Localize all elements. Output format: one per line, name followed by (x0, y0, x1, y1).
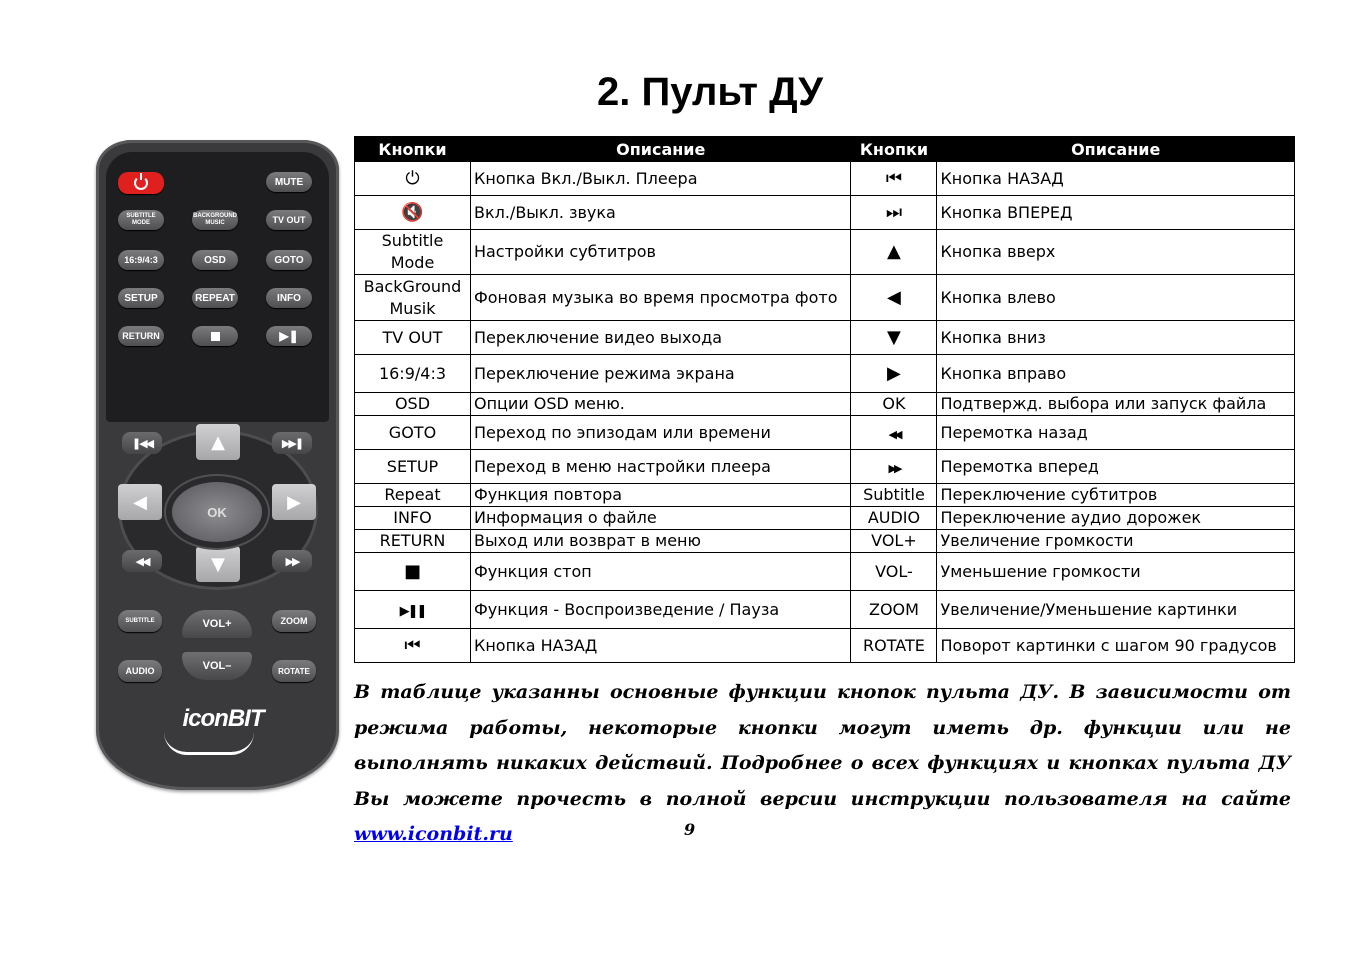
table-header-row (355, 137, 1295, 162)
stop-icon (211, 332, 220, 341)
goto-button: GOTO (266, 250, 312, 270)
header-keys: Кнопки (851, 137, 937, 162)
table-row (355, 416, 1295, 450)
table-cell: 16:9/4:3 (355, 355, 471, 393)
zoom-button: ZOOM (272, 610, 316, 632)
table-cell: Кнопка НАЗАД (937, 162, 1295, 196)
down-arrow-icon: ▼ (211, 553, 225, 575)
table-row (355, 321, 1295, 355)
ok-button: OK (172, 482, 262, 542)
header-description: Описание (470, 137, 851, 162)
table-row (355, 450, 1295, 484)
right-button (272, 484, 316, 520)
table-cell: Увеличение громкости (937, 530, 1295, 553)
left-arrow-icon: ◀ (133, 491, 147, 513)
table-row (355, 275, 1295, 321)
table-cell: SETUP (355, 450, 471, 484)
table-cell: Переключение режима экрана (470, 355, 851, 393)
right-arrow-icon: ▶ (851, 355, 937, 393)
rotate-button: ROTATE (272, 660, 316, 682)
table-row (355, 507, 1295, 530)
table-row (355, 230, 1295, 275)
table-cell: OK (851, 393, 937, 416)
table-cell: GOTO (355, 416, 471, 450)
play-pause-button (266, 326, 312, 346)
setup-button: SETUP (118, 288, 164, 308)
stop-icon: ■ (355, 553, 471, 591)
table-cell: Увеличение/Уменьшение картинки (937, 591, 1295, 629)
play-pause-icon: ▶❚ (279, 328, 299, 343)
table-row (355, 629, 1295, 663)
logo-swoosh (164, 732, 254, 755)
fast-forward-icon: ▶▶ (285, 554, 299, 568)
table-cell: Функция повтора (470, 484, 851, 507)
table-cell: Переключение видео выхода (470, 321, 851, 355)
up-arrow-icon: ▲ (851, 230, 937, 275)
play-pause-icon: ▶❚❚ (355, 591, 471, 629)
table-cell: Уменьшение громкости (937, 553, 1295, 591)
vol-up-button: VOL+ (182, 610, 252, 638)
fast-forward-button (272, 550, 312, 572)
table-cell: Переход в меню настройки плеера (470, 450, 851, 484)
repeat-button: REPEAT (192, 288, 238, 308)
right-arrow-icon: ▶ (287, 491, 301, 513)
table-cell: Кнопка НАЗАД (470, 629, 851, 663)
table-row (355, 196, 1295, 230)
table-cell: Кнопка вправо (937, 355, 1295, 393)
table-cell: Подтвержд. выбора или запуск файла (937, 393, 1295, 416)
buttons-table (354, 136, 1295, 663)
power-icon: ⏻ (355, 162, 471, 196)
table-cell: Вкл./Выкл. звука (470, 196, 851, 230)
brand-logo: iconBIT (182, 705, 264, 732)
up-arrow-icon: ▲ (211, 431, 225, 453)
table-row (355, 530, 1295, 553)
table-cell: Subtitle Mode (355, 230, 471, 275)
table-cell: Переход по эпизодам или времени (470, 416, 851, 450)
fast-forward-icon: ▶▶ (851, 450, 937, 484)
rewind-icon: ◀◀ (135, 554, 149, 568)
rewind-icon: ◀◀ (851, 416, 937, 450)
page-title: 2. Пульт ДУ (597, 70, 823, 114)
next-button (272, 432, 312, 454)
table-cell: RETURN (355, 530, 471, 553)
table-row (355, 591, 1295, 629)
left-button (118, 484, 162, 520)
table-cell: Перемотка вперед (937, 450, 1295, 484)
table-row (355, 162, 1295, 196)
table-cell: Repeat (355, 484, 471, 507)
mute-button: MUTE (266, 172, 312, 192)
remote-control-image (96, 140, 339, 790)
power-button (118, 172, 164, 194)
table-cell: ZOOM (851, 591, 937, 629)
website-link[interactable]: www.iconbit.ru (354, 823, 513, 845)
table-cell: Выход или возврат в меню (470, 530, 851, 553)
table-cell: Кнопка Вкл./Выкл. Плеера (470, 162, 851, 196)
aspect-button: 16:9/4:3 (118, 250, 164, 270)
header-description: Описание (937, 137, 1295, 162)
table-cell: Переключение аудио дорожек (937, 507, 1295, 530)
subtitle-mode-button: SUBTITLE MODE (118, 210, 164, 230)
vol-down-button: VOL– (182, 652, 252, 680)
table-cell: Кнопка вверх (937, 230, 1295, 275)
table-row (355, 355, 1295, 393)
table-cell: Subtitle (851, 484, 937, 507)
table-cell: Перемотка назад (937, 416, 1295, 450)
return-button: RETURN (118, 326, 164, 346)
prev-icon: ⏮ (851, 162, 937, 196)
table-row (355, 484, 1295, 507)
prev-icon: ⏮ (355, 629, 471, 663)
background-music-button: BACKGROUND MUSIC (192, 210, 238, 230)
page-number: 9 (684, 820, 696, 839)
info-note (354, 675, 1291, 853)
next-icon: ▶▶❚ (281, 436, 303, 450)
stop-button (192, 326, 238, 346)
table-cell: Функция стоп (470, 553, 851, 591)
table-cell: TV OUT (355, 321, 471, 355)
audio-button: AUDIO (118, 660, 162, 682)
table-cell: BackGround Musik (355, 275, 471, 321)
table-cell: Переключение субтитров (937, 484, 1295, 507)
table-cell: Информация о файле (470, 507, 851, 530)
table-cell: Кнопка ВПЕРЕД (937, 196, 1295, 230)
table-cell: Кнопка вниз (937, 321, 1295, 355)
table-cell: ROTATE (851, 629, 937, 663)
down-button (196, 546, 240, 582)
note-text: В таблице указанны основные функции кнопок пульта ДУ. В зависимости от режима работы, некоторые кнопки могут иметь др. функции или не выполнять никаких действий. Подробнее о всех функциях и кнопках пульта ДУ Вы можете прочесть в полной версии инструкции пользователя на сайте (354, 681, 1291, 810)
tv-out-button: TV OUT (266, 210, 312, 230)
subtitle-button: SUBTITLE (118, 610, 162, 632)
table-cell: Кнопка влево (937, 275, 1295, 321)
down-arrow-icon: ▼ (851, 321, 937, 355)
info-button: INFO (266, 288, 312, 308)
table-cell: VOL- (851, 553, 937, 591)
rewind-button (122, 550, 162, 572)
header-keys: Кнопки (355, 137, 471, 162)
table-cell: AUDIO (851, 507, 937, 530)
table-cell: Опции OSD меню. (470, 393, 851, 416)
left-arrow-icon: ◀ (851, 275, 937, 321)
table-cell: Настройки субтитров (470, 230, 851, 275)
table-cell: Функция - Воспроизведение / Пауза (470, 591, 851, 629)
table-cell: OSD (355, 393, 471, 416)
prev-button (122, 432, 162, 454)
next-icon: ⏭ (851, 196, 937, 230)
table-cell: Поворот картинки с шагом 90 градусов (937, 629, 1295, 663)
table-row (355, 553, 1295, 591)
table-cell: Фоновая музыка во время просмотра фото (470, 275, 851, 321)
table-cell: INFO (355, 507, 471, 530)
prev-icon: ❚◀◀ (131, 436, 153, 450)
up-button (196, 424, 240, 460)
table-cell: VOL+ (851, 530, 937, 553)
osd-button: OSD (192, 250, 238, 270)
mute-icon: 🔇 (355, 196, 471, 230)
power-icon (134, 176, 148, 190)
table-row (355, 393, 1295, 416)
